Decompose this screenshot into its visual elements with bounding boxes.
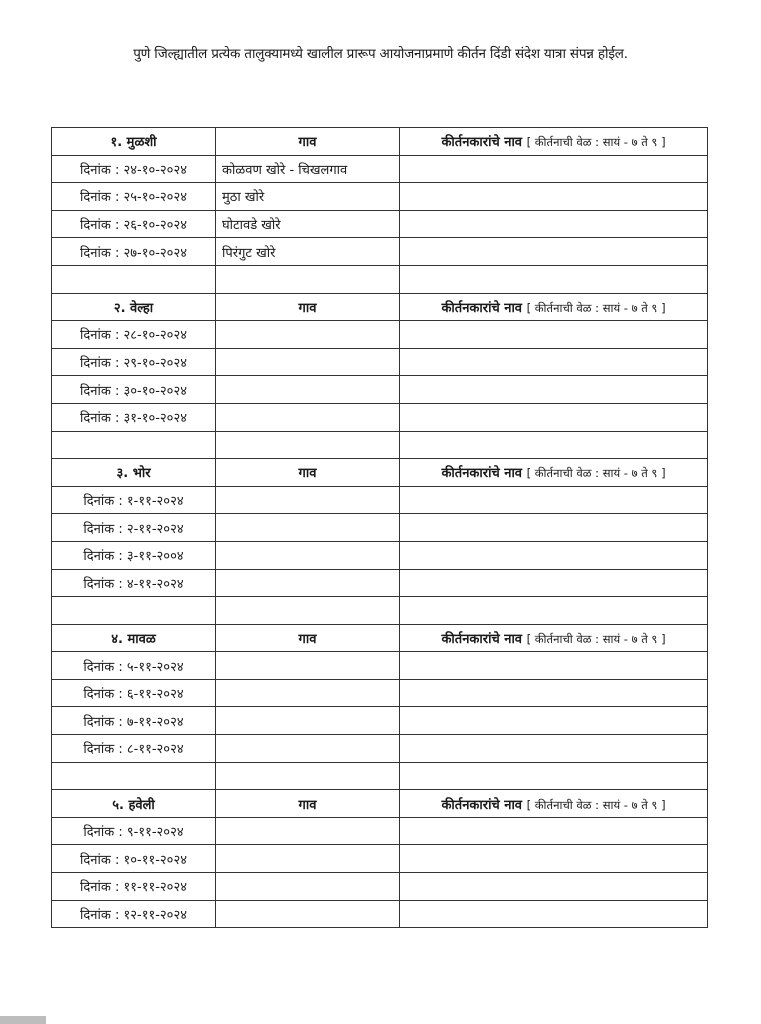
date-cell: दिनांक : २६-१०-२०२४ — [52, 210, 216, 238]
village-cell — [216, 541, 400, 569]
kirtan-timing: [ कीर्तनाची वेळ : सायं - ७ ते ९ ] — [526, 300, 666, 315]
date-cell: दिनांक : २८-१०-२०२४ — [52, 321, 216, 349]
table-row — [52, 817, 708, 845]
village-cell — [216, 652, 400, 680]
kirtan-timing: [ कीर्तनाची वेळ : सायं - ७ ते ९ ] — [526, 135, 666, 150]
kirtankar-column-header — [400, 790, 708, 818]
table-row — [52, 541, 708, 569]
spacer-row — [52, 265, 708, 293]
kirtan-timing: [ कीर्तनाची वेळ : सायं - ७ ते ९ ] — [526, 466, 666, 481]
village-cell — [216, 735, 400, 763]
section-header-row — [52, 624, 708, 652]
village-column-header: गाव — [216, 459, 400, 487]
kirtankar-name-cell — [400, 238, 708, 266]
spacer-cell — [400, 597, 708, 625]
village-cell — [216, 707, 400, 735]
kirtankar-name-cell — [400, 569, 708, 597]
table-row — [52, 403, 708, 431]
spacer-cell — [216, 431, 400, 459]
village-cell — [216, 403, 400, 431]
spacer-cell — [52, 431, 216, 459]
date-cell: दिनांक : १२-११-२०२४ — [52, 900, 216, 928]
spacer-cell — [52, 597, 216, 625]
village-column-header: गाव — [216, 293, 400, 321]
village-cell — [216, 873, 400, 901]
kirtankar-name-cell — [400, 321, 708, 349]
spacer-cell — [216, 265, 400, 293]
kirtankar-header-label: कीर्तनकारांचे नाव — [441, 135, 523, 151]
table-row — [52, 376, 708, 404]
date-cell: दिनांक : ९-११-२०२४ — [52, 817, 216, 845]
table-row — [52, 321, 708, 349]
kirtankar-name-cell — [400, 348, 708, 376]
date-cell: दिनांक : ३१-१०-२०२४ — [52, 403, 216, 431]
kirtankar-name-cell — [400, 403, 708, 431]
kirtankar-column-header — [400, 128, 708, 156]
table-row — [52, 569, 708, 597]
spacer-cell — [216, 762, 400, 790]
date-cell: दिनांक : २-११-२०२४ — [52, 514, 216, 542]
kirtankar-name-cell — [400, 845, 708, 873]
village-column-header: गाव — [216, 790, 400, 818]
date-cell: दिनांक : ३-११-२००४ — [52, 541, 216, 569]
spacer-cell — [52, 762, 216, 790]
intro-text: पुणे जिल्ह्यातील प्रत्येक तालुक्यामध्ये खालील प्रारूप आयोजनाप्रमाणे कीर्तन दिंडी संदेश यात्रा संपन्न होईल. — [133, 46, 628, 62]
village-cell: मुठा खोरे — [216, 183, 400, 211]
kirtankar-name-cell — [400, 210, 708, 238]
date-cell: दिनांक : ५-११-२०२४ — [52, 652, 216, 680]
spacer-row — [52, 597, 708, 625]
date-cell: दिनांक : २४-१०-२०२४ — [52, 155, 216, 183]
section-header-row — [52, 459, 708, 487]
date-cell: दिनांक : २७-१०-२०२४ — [52, 238, 216, 266]
spacer-cell — [400, 265, 708, 293]
table-row — [52, 652, 708, 680]
spacer-row — [52, 431, 708, 459]
village-column-header: गाव — [216, 128, 400, 156]
village-cell — [216, 817, 400, 845]
kirtankar-name-cell — [400, 652, 708, 680]
kirtankar-name-cell — [400, 707, 708, 735]
spacer-cell — [216, 597, 400, 625]
taluka-name: ३. भोर — [52, 459, 216, 487]
kirtankar-name-cell — [400, 735, 708, 763]
date-cell: दिनांक : ४-११-२०२४ — [52, 569, 216, 597]
village-cell: घोटावडे खोरे — [216, 210, 400, 238]
kirtankar-name-cell — [400, 486, 708, 514]
table-row — [52, 707, 708, 735]
kirtankar-name-cell — [400, 376, 708, 404]
kirtan-schedule-table — [51, 127, 708, 928]
table-row — [52, 900, 708, 928]
date-cell: दिनांक : १०-११-२०२४ — [52, 845, 216, 873]
date-cell: दिनांक : ३०-१०-२०२४ — [52, 376, 216, 404]
village-cell — [216, 845, 400, 873]
table-row — [52, 514, 708, 542]
date-cell: दिनांक : ११-११-२०२४ — [52, 873, 216, 901]
kirtankar-column-header — [400, 459, 708, 487]
table-row — [52, 210, 708, 238]
kirtan-timing: [ कीर्तनाची वेळ : सायं - ७ ते ९ ] — [526, 797, 666, 812]
village-cell — [216, 376, 400, 404]
kirtankar-name-cell — [400, 155, 708, 183]
village-cell — [216, 900, 400, 928]
kirtankar-name-cell — [400, 817, 708, 845]
taluka-name: १. मुळशी — [52, 128, 216, 156]
table-row — [52, 845, 708, 873]
kirtankar-name-cell — [400, 900, 708, 928]
village-cell: पिरंगुट खोरे — [216, 238, 400, 266]
kirtankar-name-cell — [400, 679, 708, 707]
table-row — [52, 735, 708, 763]
village-cell — [216, 321, 400, 349]
spacer-row — [52, 762, 708, 790]
village-cell — [216, 569, 400, 597]
taluka-name: ५. हवेली — [52, 790, 216, 818]
kirtankar-name-cell — [400, 183, 708, 211]
spacer-cell — [400, 431, 708, 459]
table-row — [52, 486, 708, 514]
table-row — [52, 238, 708, 266]
date-cell: दिनांक : ७-११-२०२४ — [52, 707, 216, 735]
kirtankar-header-label: कीर्तनकारांचे नाव — [441, 631, 523, 647]
date-cell: दिनांक : १-११-२०२४ — [52, 486, 216, 514]
kirtankar-column-header — [400, 624, 708, 652]
village-cell — [216, 348, 400, 376]
taluka-name: २. वेल्हा — [52, 293, 216, 321]
table-row — [52, 155, 708, 183]
taluka-name: ४. मावळ — [52, 624, 216, 652]
date-cell: दिनांक : २९-१०-२०२४ — [52, 348, 216, 376]
page-corner-mark — [0, 1016, 46, 1024]
village-cell — [216, 679, 400, 707]
village-column-header: गाव — [216, 624, 400, 652]
kirtankar-name-cell — [400, 541, 708, 569]
village-cell — [216, 514, 400, 542]
kirtan-timing: [ कीर्तनाची वेळ : सायं - ७ ते ९ ] — [526, 631, 666, 646]
section-header-row — [52, 293, 708, 321]
table-row — [52, 873, 708, 901]
table-row — [52, 183, 708, 211]
section-header-row — [52, 128, 708, 156]
date-cell: दिनांक : ६-११-२०२४ — [52, 679, 216, 707]
date-cell: दिनांक : २५-१०-२०२४ — [52, 183, 216, 211]
village-cell — [216, 486, 400, 514]
kirtankar-name-cell — [400, 514, 708, 542]
table-row — [52, 348, 708, 376]
kirtankar-header-label: कीर्तनकारांचे नाव — [441, 300, 523, 316]
section-header-row — [52, 790, 708, 818]
spacer-cell — [400, 762, 708, 790]
kirtankar-header-label: कीर्तनकारांचे नाव — [441, 797, 523, 813]
kirtankar-column-header — [400, 293, 708, 321]
village-cell: कोळवण खोरे - चिखलगाव — [216, 155, 400, 183]
kirtankar-name-cell — [400, 873, 708, 901]
table-row — [52, 679, 708, 707]
kirtankar-header-label: कीर्तनकारांचे नाव — [441, 466, 523, 482]
date-cell: दिनांक : ८-११-२०२४ — [52, 735, 216, 763]
spacer-cell — [52, 265, 216, 293]
